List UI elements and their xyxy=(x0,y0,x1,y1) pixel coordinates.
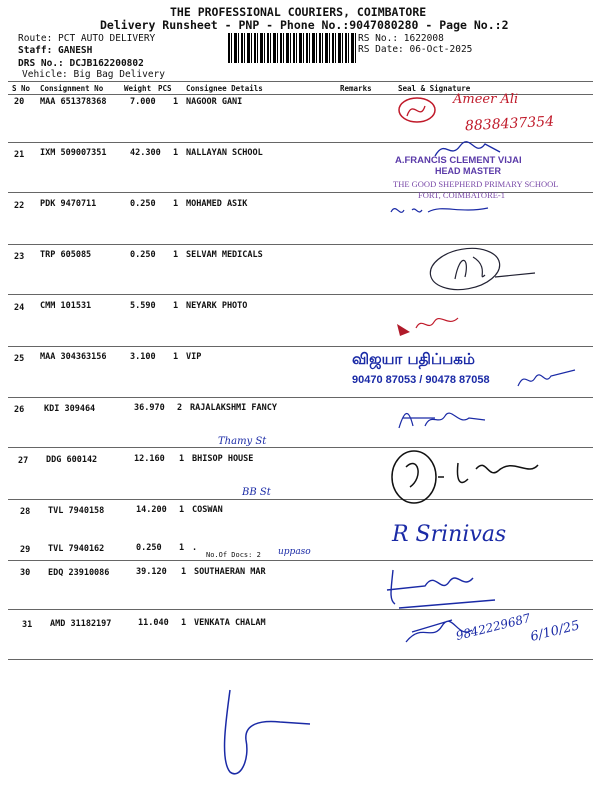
row-consignment: MAA 651378368 xyxy=(40,97,107,107)
row-consignee: VIP xyxy=(186,352,202,362)
note-row27: Thamy St xyxy=(218,436,267,447)
row-sno: 30 xyxy=(20,568,31,578)
row-consignee: COSWAN xyxy=(192,505,223,515)
row-consignment: EDQ 23910086 xyxy=(48,568,110,578)
handwritten-date-row31: 6/10/25 xyxy=(528,618,582,645)
row-consignment: IXM 509007351 xyxy=(40,148,107,158)
col-weight: Weight xyxy=(124,84,152,93)
signature-row21 xyxy=(430,138,510,162)
vehicle-label: Vehicle: Big Bag Delivery xyxy=(22,69,165,80)
row-pcs: 1 xyxy=(173,250,179,260)
signature-row23 xyxy=(415,247,545,297)
signature-row22 xyxy=(388,200,498,222)
rs-date-label: RS Date: 06-Oct-2025 xyxy=(358,44,473,55)
row-pcs: 1 xyxy=(179,543,185,553)
row-weight: 36.970 xyxy=(134,403,165,413)
note-row29: uppaso xyxy=(278,547,311,557)
stamp-line1: A.FRANCIS CLEMENT VIJAI xyxy=(395,155,522,166)
rs-no-label: RS No.: 1622008 xyxy=(358,33,444,44)
barcode xyxy=(228,33,356,63)
signature-row26 xyxy=(395,404,505,434)
header-top-rule xyxy=(8,81,593,82)
row-pcs: 1 xyxy=(179,505,185,515)
row-pcs: 1 xyxy=(179,454,185,464)
row-consignment: TRP 605085 xyxy=(40,250,92,260)
col-consignment: Consignment No xyxy=(40,84,104,93)
row-rule xyxy=(8,192,593,193)
row-consignee: SELVAM MEDICALS xyxy=(186,250,263,260)
row-weight: 11.040 xyxy=(138,618,169,628)
row-pcs: 2 xyxy=(177,403,183,413)
row-weight: 39.120 xyxy=(136,567,167,577)
col-sno: S No xyxy=(12,84,31,93)
row-pcs: 1 xyxy=(173,352,179,362)
row-weight: 12.160 xyxy=(134,454,165,464)
company-title: THE PROFESSIONAL COURIERS, COIMBATORE xyxy=(170,5,427,19)
row-consignee: NEYARK PHOTO xyxy=(186,301,248,311)
note-row28: BB St xyxy=(242,487,271,498)
row-weight: 5.590 xyxy=(130,301,156,311)
signature-row29: R Srinivas xyxy=(392,522,507,547)
col-remarks: Remarks xyxy=(340,84,372,93)
row-sno: 26 xyxy=(14,405,25,415)
stamp-line4: FORT, COIMBATORE-1 xyxy=(418,190,506,200)
row-sno: 31 xyxy=(22,620,33,630)
row-rule xyxy=(8,244,593,245)
runsheet-subtitle: Delivery Runsheet - PNP - Phone No.:9047080280 - Page No.:2 xyxy=(100,18,509,32)
row-rule xyxy=(8,346,593,347)
signature-bottom xyxy=(190,680,340,790)
stamp-line2: HEAD MASTER xyxy=(435,166,502,176)
col-consignee: Consignee Details xyxy=(186,84,263,93)
row-weight: 42.300 xyxy=(130,148,161,158)
row-sno: 23 xyxy=(14,252,25,262)
row-consignee: VENKATA CHALAM xyxy=(194,618,266,628)
row-pcs: 1 xyxy=(181,567,187,577)
row-sno: 29 xyxy=(20,545,31,555)
row-consignee: MOHAMED ASIK xyxy=(186,199,248,209)
route-label: Route: PCT AUTO DELIVERY xyxy=(18,33,156,44)
row-consignee: NAGOOR GANI xyxy=(186,97,243,107)
signature-row25 xyxy=(515,364,595,394)
row-consignment: CMM 101531 xyxy=(40,301,92,311)
row-weight: 0.250 xyxy=(136,543,162,553)
row-weight: 7.000 xyxy=(130,97,156,107)
row-rule xyxy=(8,397,593,398)
stamp-row25-phones: 90470 87053 / 90478 87058 xyxy=(352,374,490,386)
row-consignment: KDI 309464 xyxy=(44,404,96,414)
signature-row24 xyxy=(392,312,472,342)
row-sno: 22 xyxy=(14,201,25,211)
row-rule xyxy=(8,659,593,660)
row-consignment: PDK 9470711 xyxy=(40,199,97,209)
row-pcs: 1 xyxy=(173,301,179,311)
drs-label: DRS No.: DCJB162200802 xyxy=(18,58,144,69)
handwritten-name-row20: Ameer Ali xyxy=(453,92,519,107)
stamp-row25-name: விஜயா பதிப்பகம் xyxy=(352,350,475,368)
docs-count: No.Of Docs: 2 xyxy=(206,551,261,559)
row-weight: 0.250 xyxy=(130,199,156,209)
stamp-line3: THE GOOD SHEPHERD PRIMARY SCHOOL xyxy=(393,179,559,189)
row-pcs: 1 xyxy=(173,199,179,209)
row-sno: 27 xyxy=(18,456,29,466)
row-sno: 24 xyxy=(14,303,25,313)
handwritten-phone-row31: 9842229687 xyxy=(454,610,532,644)
row-consignee: . xyxy=(192,543,198,553)
row-consignment: TVL 7940162 xyxy=(48,544,105,554)
row-pcs: 1 xyxy=(181,618,187,628)
row-consignee: BHISOP HOUSE xyxy=(192,454,254,464)
row-consignment: AMD 31182197 xyxy=(50,619,112,629)
signature-row27 xyxy=(388,447,548,507)
row-pcs: 1 xyxy=(173,148,179,158)
row-consignment: DDG 600142 xyxy=(46,455,98,465)
row-pcs: 1 xyxy=(173,97,179,107)
row-consignee: NALLAYAN SCHOOL xyxy=(186,148,263,158)
row-weight: 3.100 xyxy=(130,352,156,362)
col-seal: Seal & Signature xyxy=(398,84,471,93)
col-pcs: PCS xyxy=(158,84,172,93)
handwritten-phone-row20: 8838437354 xyxy=(464,113,555,135)
row-consignee: RAJALAKSHMI FANCY xyxy=(190,403,277,413)
row-sno: 25 xyxy=(14,354,25,364)
row-consignment: TVL 7940158 xyxy=(48,506,105,516)
staff-label: Staff: GANESH xyxy=(18,45,93,56)
row-consignment: MAA 304363156 xyxy=(40,352,107,362)
row-weight: 0.250 xyxy=(130,250,156,260)
row-consignee: SOUTHAERAN MAR xyxy=(194,567,266,577)
signature-row30 xyxy=(385,560,515,610)
row-weight: 14.200 xyxy=(136,505,167,515)
row-sno: 21 xyxy=(14,150,25,160)
row-sno: 28 xyxy=(20,507,31,517)
row-sno: 20 xyxy=(14,97,25,107)
